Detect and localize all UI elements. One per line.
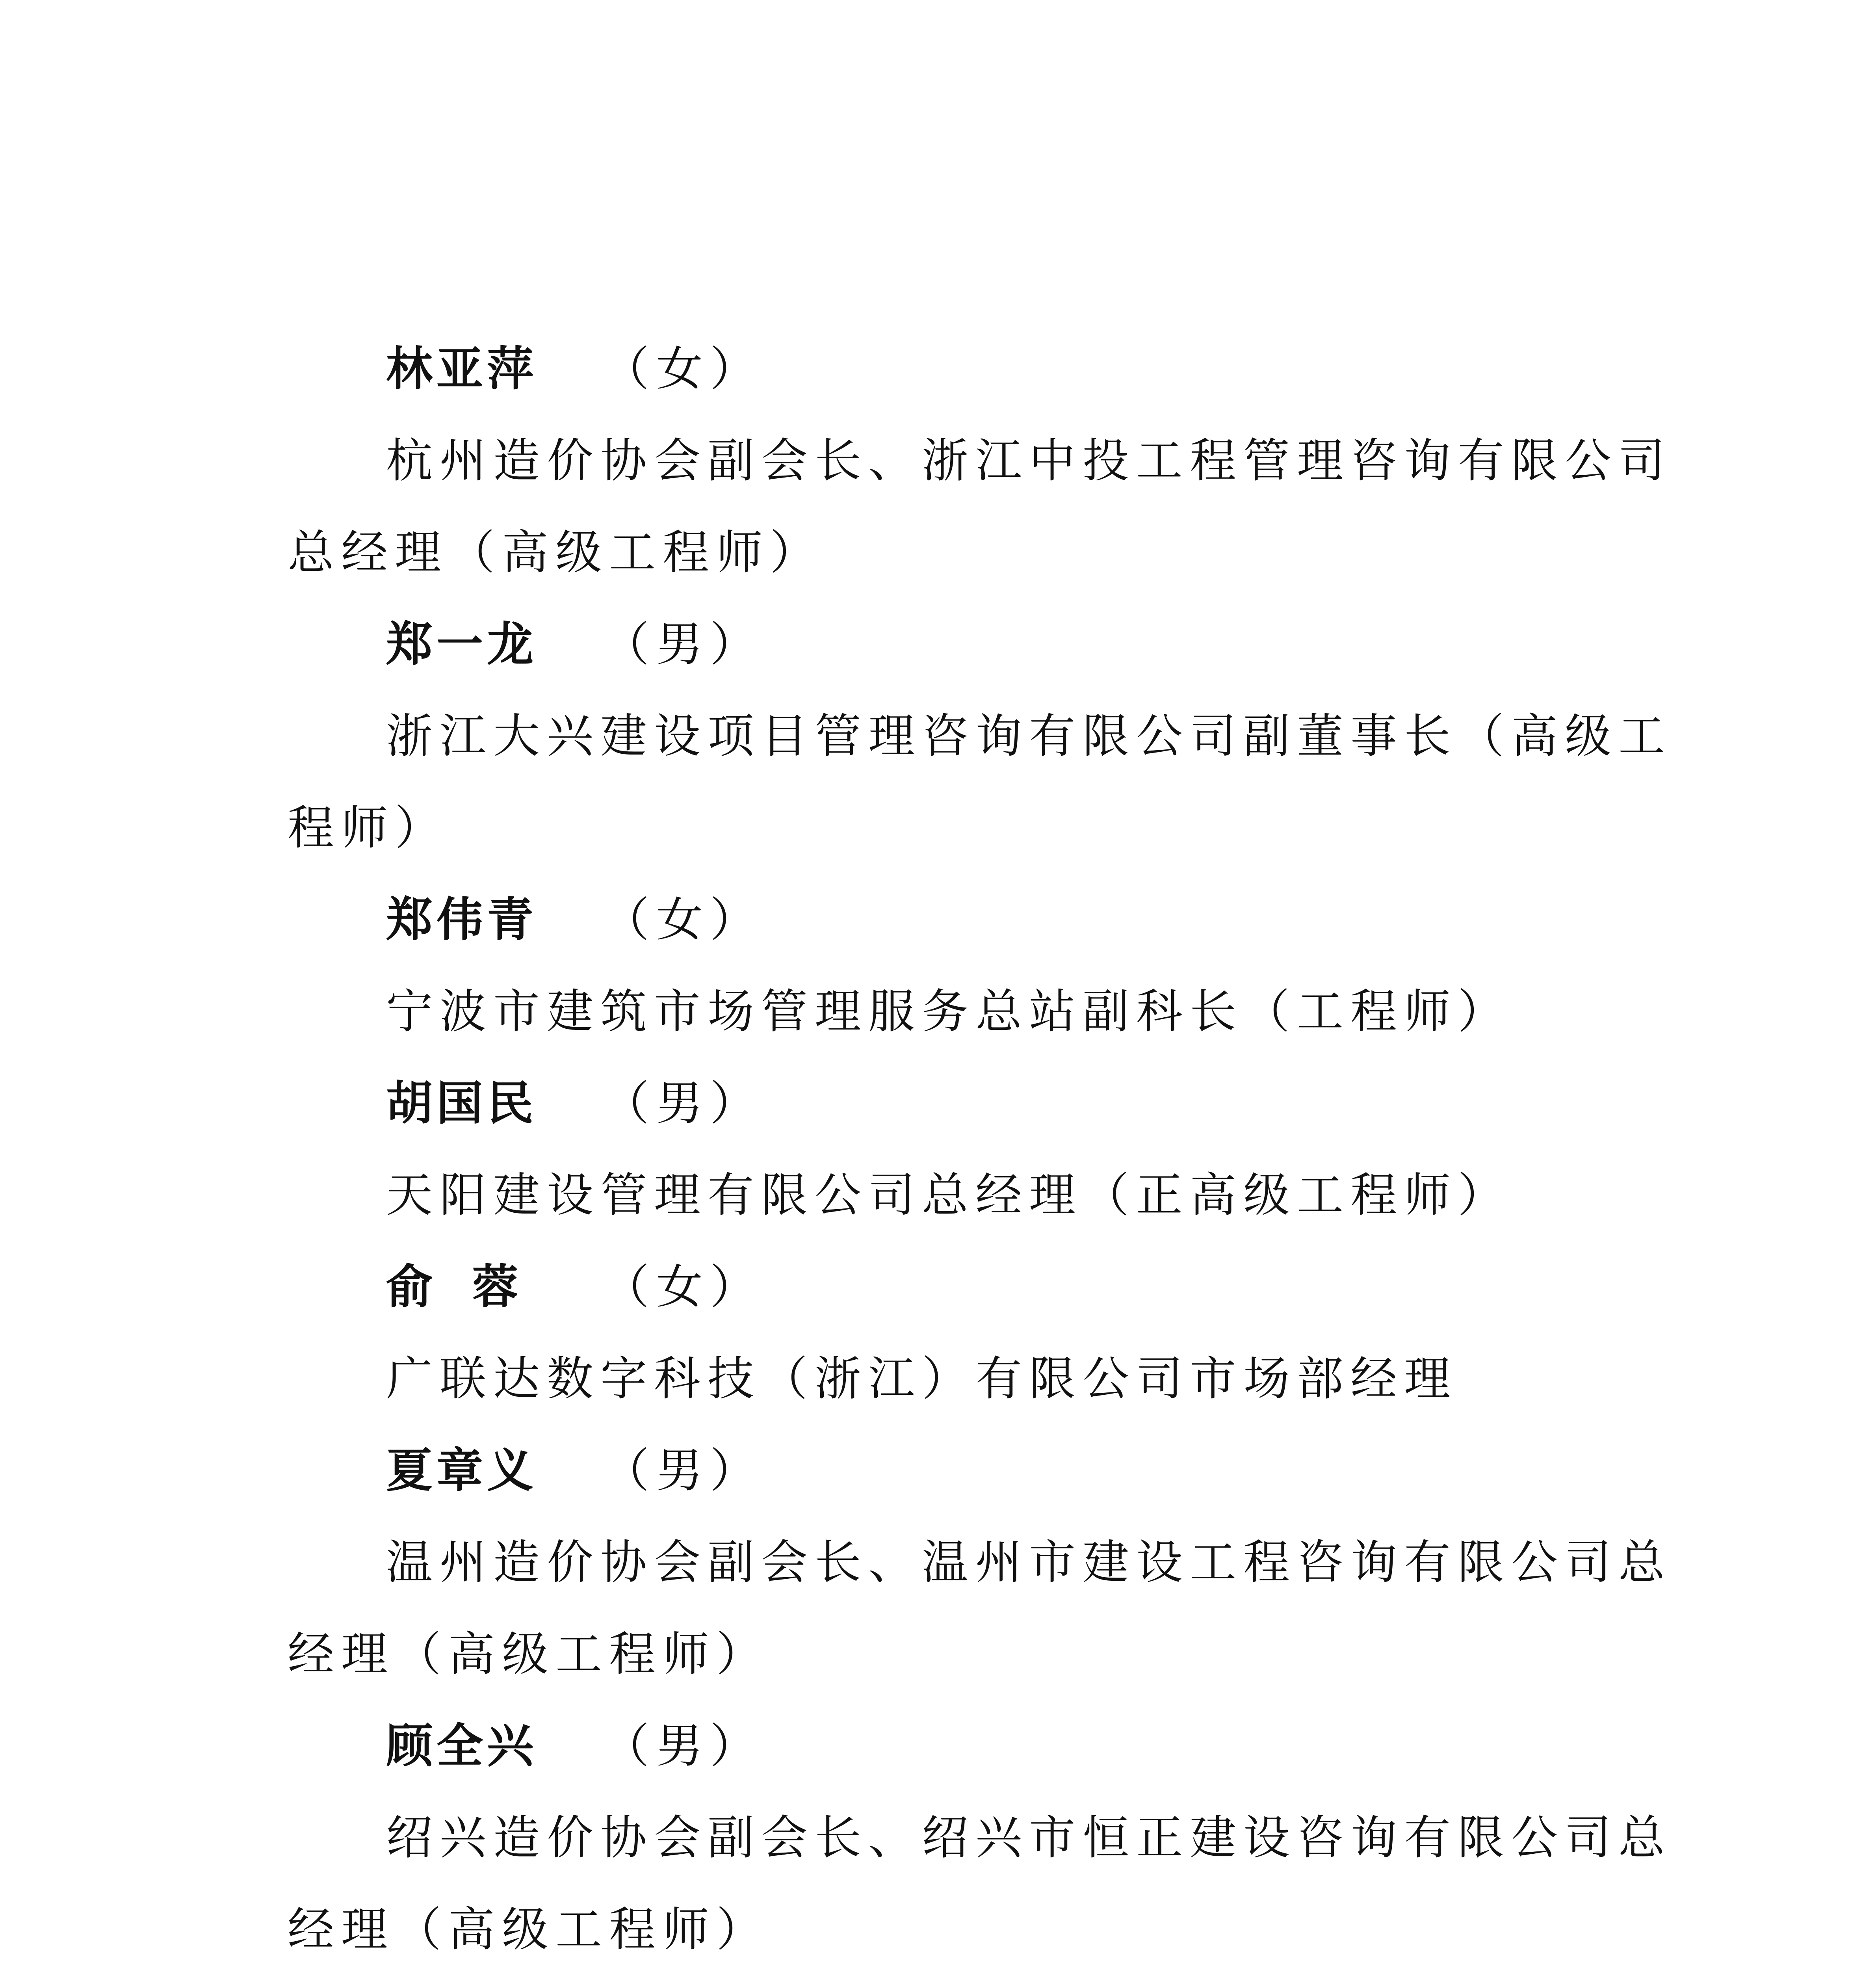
member-name: 夏章义 xyxy=(386,1443,538,1498)
member-description: 经理（高级工程师） xyxy=(288,1627,770,1681)
member-description: 程师） xyxy=(288,801,449,855)
member-gender: （女） xyxy=(603,892,764,947)
member-description: 总经理（高级工程师） xyxy=(288,525,824,580)
member-gender: （男） xyxy=(603,617,764,671)
member-name: 胡国民 xyxy=(386,1076,538,1130)
member-description: 绍兴造价协会副会长、绍兴市恒正建设咨询有限公司总 xyxy=(386,1810,1672,1865)
member-description: 温州造价协会副会长、温州市建设工程咨询有限公司总 xyxy=(386,1535,1672,1589)
member-description: 天阳建设管理有限公司总经理（正高级工程师） xyxy=(386,1168,1512,1222)
member-entry xyxy=(288,1241,1599,1333)
member-name: 郑一龙 xyxy=(386,617,538,671)
member-name: 林亚萍 xyxy=(386,342,538,396)
member-entry xyxy=(288,598,1599,690)
member-entry xyxy=(288,874,1599,966)
member-description: 杭州造价协会副会长、浙江中投工程管理咨询有限公司 xyxy=(386,433,1672,488)
member-entry xyxy=(288,1057,1599,1149)
member-name: 郑伟青 xyxy=(386,892,538,947)
member-name: 顾全兴 xyxy=(386,1719,538,1773)
member-gender: （男） xyxy=(603,1719,764,1773)
member-description: 广联达数字科技（浙江）有限公司市场部经理 xyxy=(386,1351,1458,1406)
member-gender: （男） xyxy=(603,1076,764,1130)
member-description: 浙江大兴建设项目管理咨询有限公司副董事长（高级工 xyxy=(386,709,1672,763)
member-name: 俞蓉 xyxy=(386,1260,558,1314)
member-description: 宁波市建筑市场管理服务总站副科长（工程师） xyxy=(386,984,1512,1039)
member-entry xyxy=(288,1425,1599,1517)
member-gender: （女） xyxy=(603,1260,764,1314)
member-entry xyxy=(288,323,1599,415)
member-gender: （女） xyxy=(603,342,764,396)
member-gender: （男） xyxy=(603,1443,764,1498)
member-list xyxy=(288,323,1672,1970)
member-entry xyxy=(288,1700,1599,1792)
member-description: 经理（高级工程师） xyxy=(288,1902,770,1957)
